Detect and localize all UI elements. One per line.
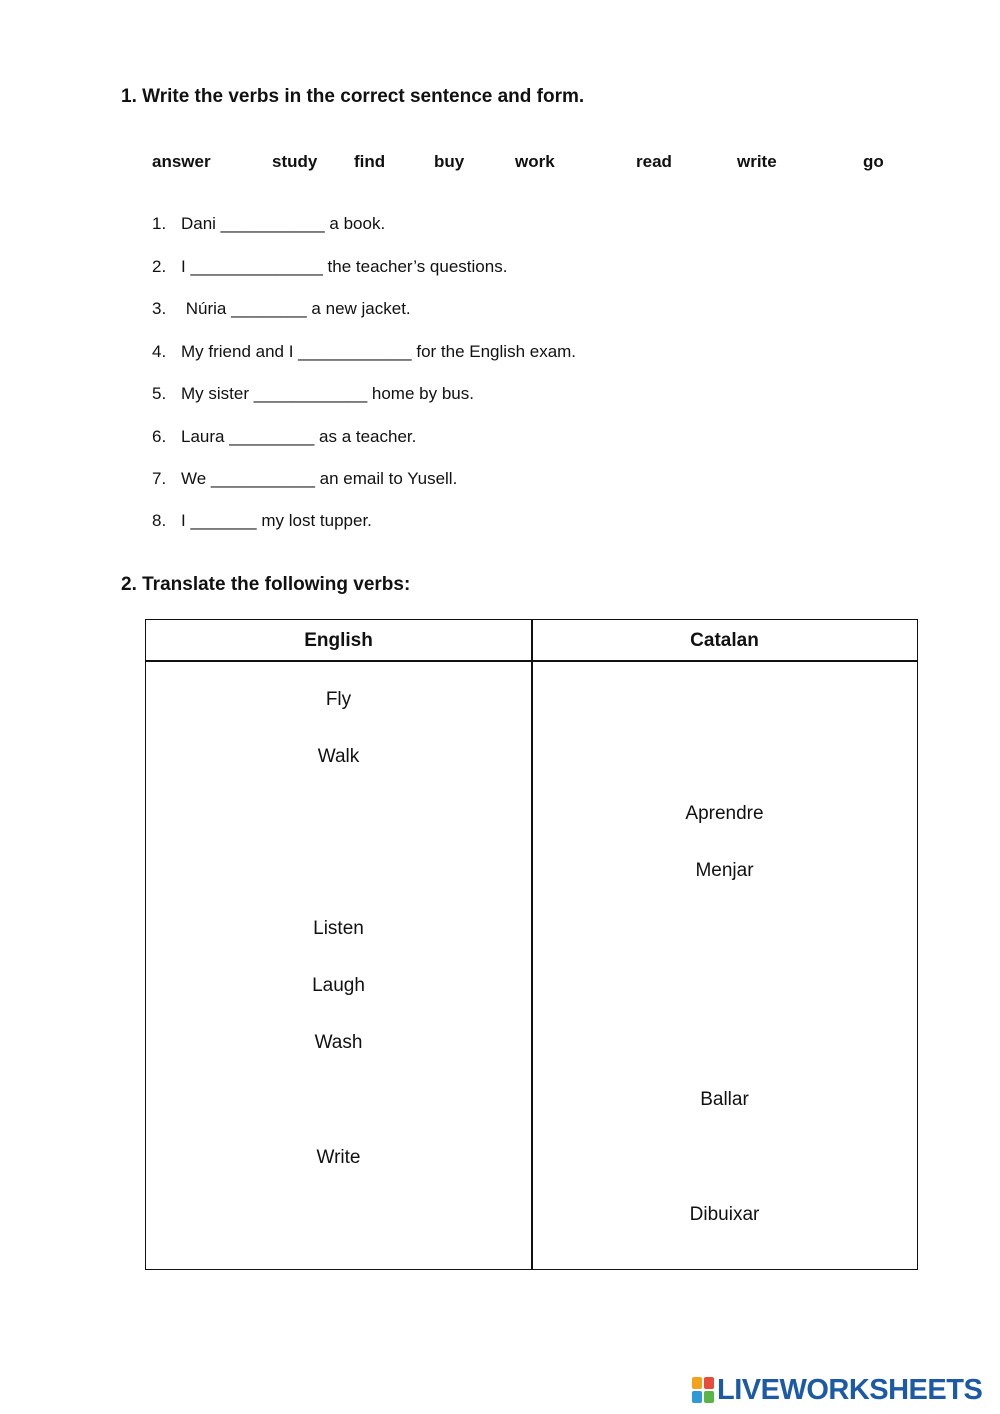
exercise-1-heading: 1. Write the verbs in the correct sentence and form.	[121, 86, 585, 107]
english-cell[interactable]: Laugh	[312, 975, 365, 996]
sentence-text: Núria ________ a new jacket.	[181, 299, 411, 318]
liveworksheets-logo	[692, 1374, 982, 1406]
sentence-text: Laura _________ as a teacher.	[181, 427, 417, 446]
word-bank-item: go	[863, 152, 884, 171]
english-cell[interactable]: Fly	[325, 689, 352, 710]
sentence-item[interactable]	[152, 214, 385, 234]
sentence-text: We ___________ an email to Yusell.	[181, 469, 458, 488]
sentence-text: My sister ____________ home by bus.	[181, 384, 474, 403]
translation-table	[145, 619, 918, 1270]
english-cell[interactable]: Wash	[314, 1032, 363, 1053]
column-header-english: English	[304, 630, 373, 651]
sentence-number: 7.	[152, 469, 167, 488]
english-cell[interactable]: Walk	[317, 746, 360, 767]
word-bank-item: write	[737, 152, 777, 171]
sentence-number: 5.	[152, 384, 167, 403]
header-divider	[146, 660, 917, 662]
sentence-number: 3.	[152, 299, 167, 318]
word-bank-item: work	[515, 152, 555, 171]
word-bank-item: answer	[152, 152, 211, 171]
liveworksheets-logo-icon	[692, 1377, 714, 1403]
sentence-text: I ______________ the teacher’s questions.	[181, 257, 508, 276]
word-bank-item: study	[272, 152, 318, 171]
logo-square	[692, 1377, 702, 1389]
column-divider	[531, 620, 533, 1269]
sentence-item[interactable]	[152, 511, 372, 531]
logo-text: LIVEWORKSHEETS	[717, 1373, 983, 1406]
catalan-cell[interactable]: Dibuixar	[689, 1204, 760, 1225]
catalan-cell[interactable]: Menjar	[695, 860, 754, 881]
english-cell[interactable]: Listen	[313, 918, 364, 939]
english-cell[interactable]: Write	[316, 1147, 361, 1168]
sentence-text: My friend and I ____________ for the English exam.	[181, 342, 577, 361]
exercise-2-heading: 2. Translate the following verbs:	[121, 574, 411, 595]
sentence-number: 2.	[152, 257, 167, 276]
logo-square	[704, 1377, 714, 1389]
sentence-item[interactable]	[152, 384, 474, 404]
sentence-item[interactable]	[152, 299, 411, 319]
word-bank-item: find	[354, 152, 386, 171]
sentence-item[interactable]	[152, 469, 457, 489]
logo-square	[704, 1391, 714, 1403]
sentence-number: 1.	[152, 214, 167, 233]
sentence-item[interactable]	[152, 342, 576, 362]
sentence-number: 8.	[152, 511, 167, 530]
logo-square	[692, 1391, 702, 1403]
catalan-cell[interactable]: Aprendre	[685, 803, 764, 824]
word-bank-item: read	[636, 152, 672, 171]
sentence-number: 6.	[152, 427, 167, 446]
sentence-item[interactable]	[152, 427, 416, 447]
catalan-cell[interactable]: Ballar	[700, 1089, 749, 1110]
word-bank-item: buy	[434, 152, 465, 171]
sentence-number: 4.	[152, 342, 167, 361]
sentence-text: Dani ___________ a book.	[181, 214, 386, 233]
sentence-item[interactable]	[152, 257, 507, 277]
sentence-text: I _______ my lost tupper.	[181, 511, 372, 530]
column-header-catalan: Catalan	[690, 630, 759, 651]
